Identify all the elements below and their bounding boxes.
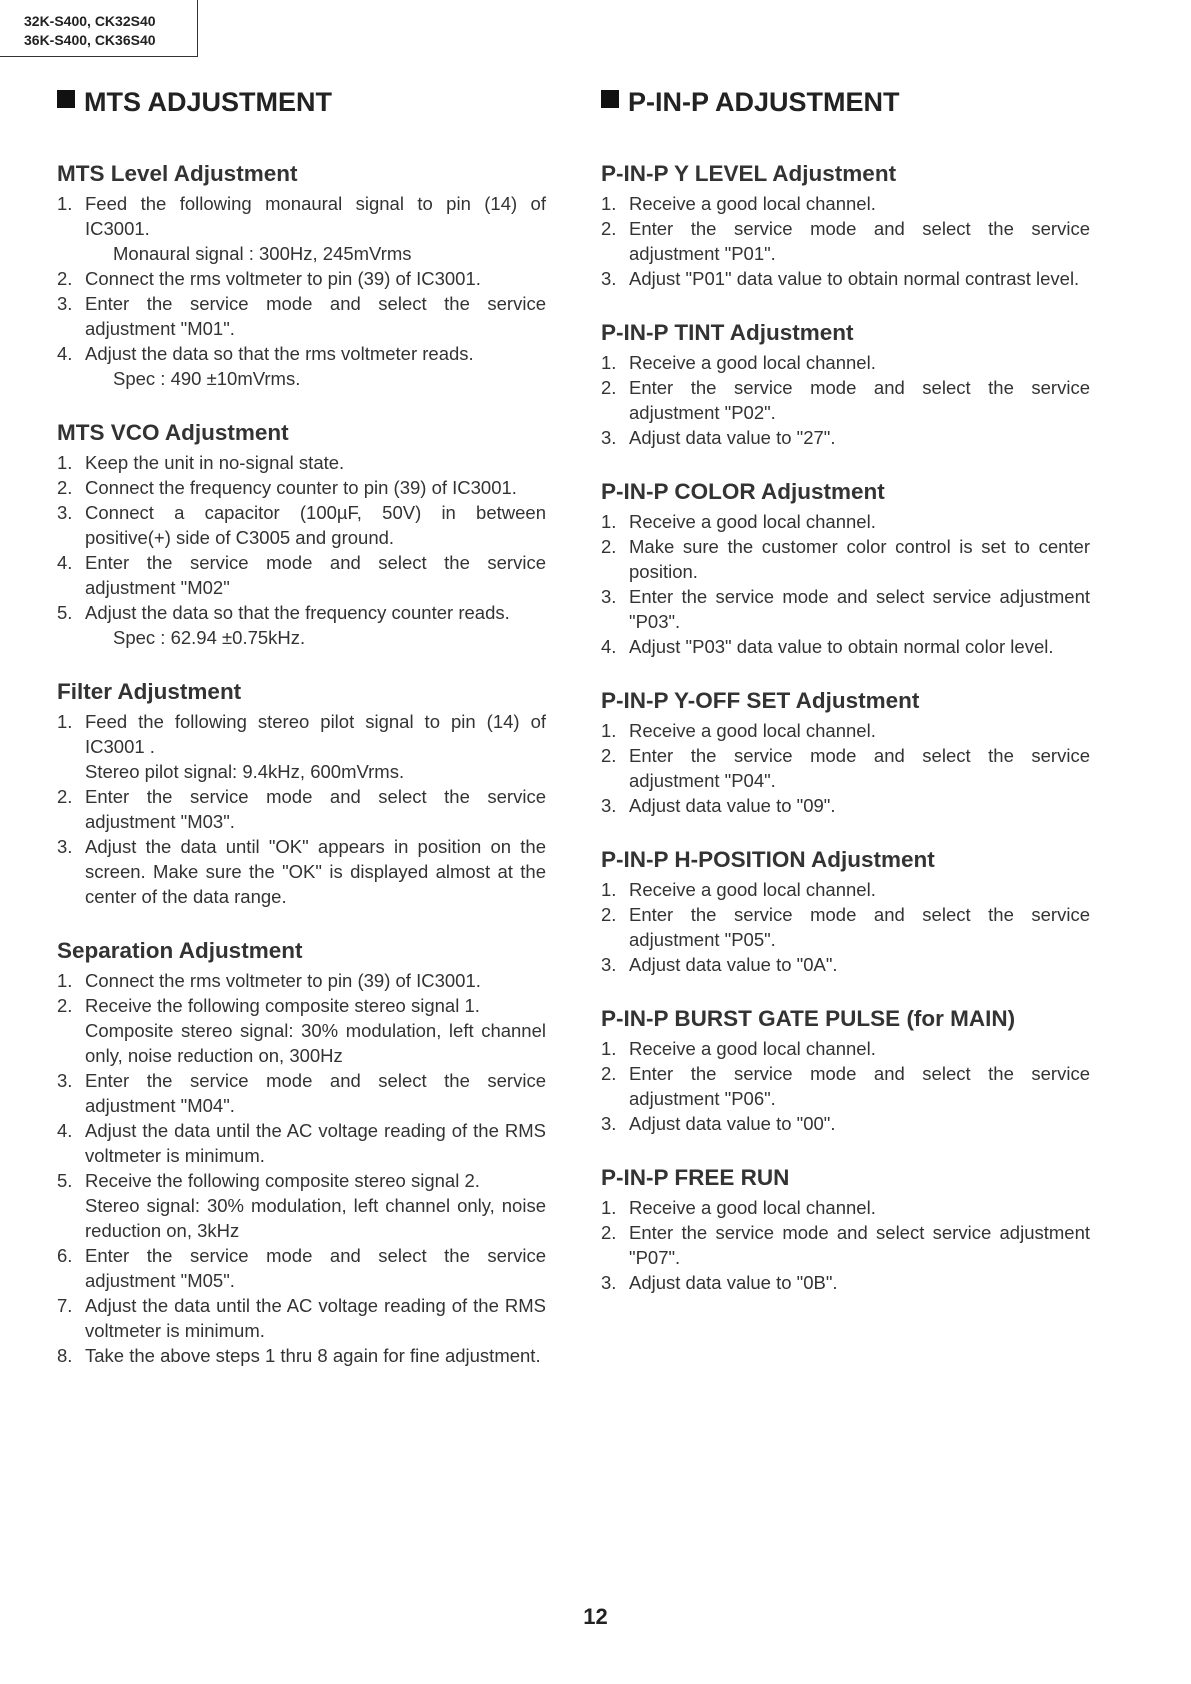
step-text bbox=[85, 1293, 546, 1343]
step-text bbox=[85, 1068, 546, 1118]
step-item bbox=[57, 600, 546, 650]
step-instruction: Adjust the data until the AC voltage reading of the RMS voltmeter is minimum. bbox=[85, 1120, 546, 1166]
step-instruction: Connect the frequency counter to pin (39) of IC3001. bbox=[85, 477, 517, 498]
step-text bbox=[629, 1036, 1090, 1061]
step-item bbox=[57, 709, 546, 784]
step-list bbox=[601, 350, 1090, 450]
step-instruction: Enter the service mode and select service adjustment "P03". bbox=[629, 586, 1090, 632]
step-instruction: Receive a good local channel. bbox=[629, 1197, 876, 1218]
step-item bbox=[601, 952, 1090, 977]
step-number: 3. bbox=[601, 268, 617, 289]
step-list bbox=[601, 877, 1090, 977]
step-number: 3. bbox=[57, 293, 73, 314]
step-text bbox=[629, 952, 1090, 977]
step-item bbox=[601, 509, 1090, 534]
section-title: MTS VCO Adjustment bbox=[57, 420, 289, 445]
step-text bbox=[85, 834, 546, 909]
step-text bbox=[629, 584, 1090, 634]
step-number: 2. bbox=[601, 904, 617, 925]
step-item bbox=[57, 1343, 546, 1368]
adjustment-section bbox=[57, 160, 546, 391]
step-item bbox=[57, 266, 546, 291]
step-number: 1. bbox=[601, 511, 617, 532]
step-instruction: Feed the following monaural signal to pin (14) of IC3001. bbox=[85, 193, 546, 239]
step-signal-note: Composite stereo signal: 30% modulation, left channel only, noise reduction on, 300Hz bbox=[85, 1020, 546, 1066]
step-item bbox=[601, 634, 1090, 659]
section-title: P-IN-P TINT Adjustment bbox=[601, 320, 854, 345]
step-text bbox=[629, 1195, 1090, 1220]
step-instruction: Connect the rms voltmeter to pin (39) of IC3001. bbox=[85, 970, 481, 991]
step-instruction: Adjust the data until "OK" appears in position on the screen. Make sure the "OK" is displayed almost at the center of the data range. bbox=[85, 836, 546, 907]
step-text bbox=[85, 475, 546, 500]
step-item bbox=[601, 1270, 1090, 1295]
section-title: P-IN-P Y LEVEL Adjustment bbox=[601, 161, 897, 186]
adjustment-section bbox=[57, 419, 546, 650]
step-text bbox=[629, 425, 1090, 450]
step-text bbox=[629, 1061, 1090, 1111]
step-number: 1. bbox=[57, 711, 73, 732]
section-title: P-IN-P H-POSITION Adjustment bbox=[601, 847, 935, 872]
step-text bbox=[85, 291, 546, 341]
adjustment-section bbox=[601, 687, 1090, 818]
step-item bbox=[57, 341, 546, 391]
adjustment-section bbox=[57, 678, 546, 909]
step-spec-note: Monaural signal : 300Hz, 245mVrms bbox=[113, 243, 412, 264]
step-item bbox=[57, 968, 546, 993]
step-number: 2. bbox=[601, 745, 617, 766]
step-item bbox=[57, 1118, 546, 1168]
section-title: P-IN-P FREE RUN bbox=[601, 1165, 790, 1190]
step-instruction: Enter the service mode and select the service adjustment "P01". bbox=[629, 218, 1090, 264]
step-instruction: Adjust the data so that the rms voltmeter reads. bbox=[85, 343, 474, 364]
square-bullet-icon bbox=[57, 90, 75, 108]
step-item bbox=[57, 191, 546, 266]
step-number: 4. bbox=[57, 1120, 73, 1141]
step-number: 3. bbox=[57, 1070, 73, 1091]
step-text bbox=[85, 266, 546, 291]
step-number: 1. bbox=[601, 352, 617, 373]
step-item bbox=[57, 1243, 546, 1293]
step-item bbox=[601, 902, 1090, 952]
step-number: 2. bbox=[57, 268, 73, 289]
step-number: 2. bbox=[601, 1063, 617, 1084]
step-text bbox=[85, 450, 546, 475]
step-text bbox=[629, 191, 1090, 216]
step-instruction: Make sure the customer color control is set to center position. bbox=[629, 536, 1090, 582]
adjustment-section bbox=[601, 319, 1090, 450]
model-line-1: 32K-S400, CK32S40 bbox=[24, 13, 156, 29]
step-number: 5. bbox=[57, 602, 73, 623]
step-number: 2. bbox=[601, 377, 617, 398]
step-text bbox=[85, 550, 546, 600]
page-number: 12 bbox=[583, 1604, 608, 1629]
step-number: 1. bbox=[601, 1197, 617, 1218]
mts-heading-text: MTS ADJUSTMENT bbox=[84, 86, 332, 117]
section-title: MTS Level Adjustment bbox=[57, 161, 298, 186]
step-text bbox=[629, 534, 1090, 584]
step-instruction: Adjust "P01" data value to obtain normal contrast level. bbox=[629, 268, 1080, 289]
step-text bbox=[629, 266, 1090, 291]
step-number: 2. bbox=[601, 1222, 617, 1243]
step-item bbox=[601, 425, 1090, 450]
step-instruction: Receive a good local channel. bbox=[629, 352, 876, 373]
step-signal-note: Stereo pilot signal: 9.4kHz, 600mVrms. bbox=[85, 761, 405, 782]
step-number: 4. bbox=[57, 343, 73, 364]
step-number: 5. bbox=[57, 1170, 73, 1191]
step-number: 2. bbox=[601, 218, 617, 239]
step-number: 7. bbox=[57, 1295, 73, 1316]
step-spec-note: Spec : 490 ±10mVrms. bbox=[113, 368, 301, 389]
step-instruction: Receive a good local channel. bbox=[629, 1038, 876, 1059]
pinp-column bbox=[601, 82, 1090, 1323]
step-list bbox=[601, 1195, 1090, 1295]
step-list bbox=[601, 1036, 1090, 1136]
model-line-2: 36K-S400, CK36S40 bbox=[24, 32, 156, 48]
step-instruction: Receive the following composite stereo signal 1. bbox=[85, 995, 480, 1016]
step-instruction: Enter the service mode and select the service adjustment "M02" bbox=[85, 552, 546, 598]
step-instruction: Adjust "P03" data value to obtain normal color level. bbox=[629, 636, 1054, 657]
step-instruction: Enter the service mode and select the service adjustment "M01". bbox=[85, 293, 546, 339]
step-list bbox=[601, 718, 1090, 818]
step-number: 3. bbox=[601, 795, 617, 816]
step-text bbox=[85, 709, 546, 784]
step-text bbox=[85, 1343, 546, 1368]
step-text bbox=[629, 902, 1090, 952]
step-item bbox=[601, 793, 1090, 818]
step-text bbox=[629, 1220, 1090, 1270]
step-instruction: Receive a good local channel. bbox=[629, 879, 876, 900]
step-item bbox=[601, 718, 1090, 743]
step-number: 1. bbox=[601, 193, 617, 214]
step-text bbox=[629, 1270, 1090, 1295]
step-text bbox=[629, 375, 1090, 425]
adjustment-section bbox=[601, 160, 1090, 291]
step-item bbox=[601, 266, 1090, 291]
step-number: 6. bbox=[57, 1245, 73, 1266]
step-instruction: Connect a capacitor (100µF, 50V) in between positive(+) side of C3005 and ground. bbox=[85, 502, 546, 548]
step-item bbox=[601, 375, 1090, 425]
adjustment-section bbox=[601, 1164, 1090, 1295]
pinp-heading-text: P-IN-P ADJUSTMENT bbox=[628, 86, 900, 117]
step-item bbox=[57, 1293, 546, 1343]
step-item bbox=[57, 450, 546, 475]
section-title: P-IN-P COLOR Adjustment bbox=[601, 479, 885, 504]
step-text bbox=[629, 350, 1090, 375]
step-item bbox=[601, 350, 1090, 375]
adjustment-section bbox=[57, 937, 546, 1368]
step-text bbox=[85, 600, 546, 650]
step-number: 3. bbox=[601, 586, 617, 607]
model-number-box bbox=[0, 0, 198, 57]
step-instruction: Receive the following composite stereo signal 2. bbox=[85, 1170, 480, 1191]
step-item bbox=[601, 1195, 1090, 1220]
step-instruction: Receive a good local channel. bbox=[629, 511, 876, 532]
step-text bbox=[629, 509, 1090, 534]
step-instruction: Enter the service mode and select service adjustment "P07". bbox=[629, 1222, 1090, 1268]
step-text bbox=[85, 784, 546, 834]
section-title: Filter Adjustment bbox=[57, 679, 242, 704]
step-spec-note: Spec : 62.94 ±0.75kHz. bbox=[113, 627, 306, 648]
step-text bbox=[629, 216, 1090, 266]
step-number: 2. bbox=[601, 536, 617, 557]
step-item bbox=[601, 1061, 1090, 1111]
step-instruction: Enter the service mode and select the service adjustment "M05". bbox=[85, 1245, 546, 1291]
step-item bbox=[601, 743, 1090, 793]
step-instruction: Receive a good local channel. bbox=[629, 193, 876, 214]
step-text bbox=[85, 191, 546, 266]
step-number: 4. bbox=[57, 552, 73, 573]
step-number: 3. bbox=[57, 502, 73, 523]
step-number: 1. bbox=[57, 193, 73, 214]
step-list bbox=[601, 191, 1090, 291]
step-item bbox=[601, 534, 1090, 584]
adjustment-section bbox=[601, 1005, 1090, 1136]
step-number: 1. bbox=[57, 970, 73, 991]
step-text bbox=[85, 993, 546, 1068]
step-text bbox=[629, 877, 1090, 902]
step-item bbox=[601, 584, 1090, 634]
step-instruction: Adjust data value to "00". bbox=[629, 1113, 836, 1134]
step-list bbox=[57, 709, 546, 909]
step-item bbox=[57, 993, 546, 1068]
step-text bbox=[85, 1243, 546, 1293]
step-instruction: Adjust the data until the AC voltage reading of the RMS voltmeter is minimum. bbox=[85, 1295, 546, 1341]
step-item bbox=[57, 784, 546, 834]
step-instruction: Enter the service mode and select the service adjustment "P05". bbox=[629, 904, 1090, 950]
step-text bbox=[629, 743, 1090, 793]
step-instruction: Enter the service mode and select the service adjustment "M03". bbox=[85, 786, 546, 832]
step-instruction: Adjust data value to "27". bbox=[629, 427, 836, 448]
step-number: 1. bbox=[57, 452, 73, 473]
step-item bbox=[57, 1068, 546, 1118]
step-instruction: Adjust data value to "0A". bbox=[629, 954, 838, 975]
step-item bbox=[57, 834, 546, 909]
section-title: P-IN-P Y-OFF SET Adjustment bbox=[601, 688, 920, 713]
step-text bbox=[85, 1118, 546, 1168]
step-item bbox=[57, 291, 546, 341]
step-instruction: Enter the service mode and select the service adjustment "P04". bbox=[629, 745, 1090, 791]
step-text bbox=[85, 1168, 546, 1243]
step-number: 4. bbox=[601, 636, 617, 657]
step-text bbox=[85, 341, 546, 391]
step-instruction: Enter the service mode and select the service adjustment "P02". bbox=[629, 377, 1090, 423]
step-instruction: Adjust the data so that the frequency counter reads. bbox=[85, 602, 510, 623]
step-text bbox=[629, 793, 1090, 818]
step-list bbox=[57, 968, 546, 1368]
step-item bbox=[601, 877, 1090, 902]
step-item bbox=[57, 550, 546, 600]
step-item bbox=[601, 1036, 1090, 1061]
step-item bbox=[601, 1220, 1090, 1270]
square-bullet-icon bbox=[601, 90, 619, 108]
step-number: 3. bbox=[601, 1113, 617, 1134]
step-instruction: Enter the service mode and select the service adjustment "M04". bbox=[85, 1070, 546, 1116]
step-number: 1. bbox=[601, 879, 617, 900]
step-item bbox=[57, 500, 546, 550]
mts-column bbox=[57, 82, 546, 1396]
step-instruction: Connect the rms voltmeter to pin (39) of IC3001. bbox=[85, 268, 481, 289]
step-number: 2. bbox=[57, 786, 73, 807]
step-item bbox=[57, 475, 546, 500]
step-list bbox=[57, 450, 546, 650]
step-instruction: Feed the following stereo pilot signal to pin (14) of IC3001 . bbox=[85, 711, 546, 757]
step-text bbox=[85, 500, 546, 550]
step-text bbox=[629, 718, 1090, 743]
step-instruction: Take the above steps 1 thru 8 again for fine adjustment. bbox=[85, 1345, 541, 1366]
step-instruction: Adjust data value to "0B". bbox=[629, 1272, 838, 1293]
step-instruction: Keep the unit in no-signal state. bbox=[85, 452, 345, 473]
step-number: 3. bbox=[601, 954, 617, 975]
step-number: 2. bbox=[57, 477, 73, 498]
step-instruction: Enter the service mode and select the service adjustment "P06". bbox=[629, 1063, 1090, 1109]
step-number: 8. bbox=[57, 1345, 73, 1366]
step-number: 3. bbox=[601, 1272, 617, 1293]
step-instruction: Adjust data value to "09". bbox=[629, 795, 836, 816]
adjustment-section bbox=[601, 846, 1090, 977]
step-number: 3. bbox=[601, 427, 617, 448]
step-text bbox=[629, 634, 1090, 659]
step-text bbox=[85, 968, 546, 993]
adjustment-section bbox=[601, 478, 1090, 659]
step-instruction: Receive a good local channel. bbox=[629, 720, 876, 741]
step-signal-note: Stereo signal: 30% modulation, left channel only, noise reduction on, 3kHz bbox=[85, 1195, 546, 1241]
step-item bbox=[601, 216, 1090, 266]
pinp-heading bbox=[601, 82, 1090, 122]
step-item bbox=[601, 191, 1090, 216]
step-list bbox=[601, 509, 1090, 659]
step-number: 3. bbox=[57, 836, 73, 857]
step-number: 1. bbox=[601, 720, 617, 741]
step-list bbox=[57, 191, 546, 391]
mts-heading bbox=[57, 82, 546, 122]
section-title: Separation Adjustment bbox=[57, 938, 303, 963]
step-item bbox=[57, 1168, 546, 1243]
step-item bbox=[601, 1111, 1090, 1136]
section-title: P-IN-P BURST GATE PULSE (for MAIN) bbox=[601, 1006, 1016, 1031]
step-number: 1. bbox=[601, 1038, 617, 1059]
step-number: 2. bbox=[57, 995, 73, 1016]
step-text bbox=[629, 1111, 1090, 1136]
